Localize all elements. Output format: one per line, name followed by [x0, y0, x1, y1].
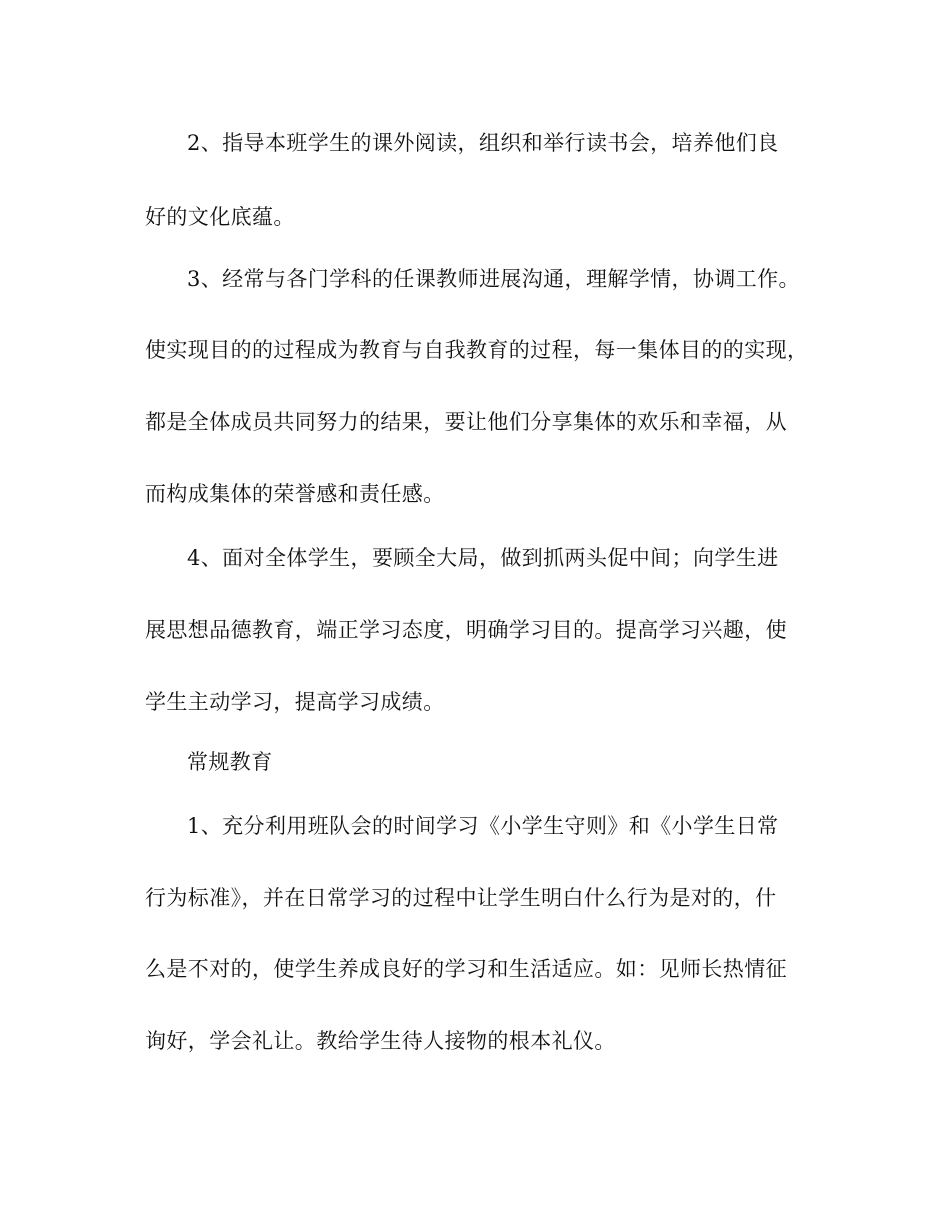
paragraph-2-line-2: 好的文化底蕴。	[145, 205, 295, 229]
section-heading: 常规教育	[187, 750, 273, 774]
paragraph-3-line-4: 而构成集体的荣誉感和责任感。	[145, 482, 445, 506]
paragraph-2-line-1: 2、指导本班学生的课外阅读，组织和举行读书会，培养他们良	[187, 131, 779, 155]
paragraph-5-line-3: 么是不对的，使学生养成良好的学习和生活适应。如：见师长热情征	[145, 957, 787, 981]
paragraph-5-line-4: 询好，学会礼让。教给学生待人接物的根本礼仪。	[145, 1029, 616, 1053]
paragraph-3-line-2: 使实现目的的过程成为教育与自我教育的过程，每一集体目的的实现，	[145, 338, 809, 362]
paragraph-4-line-3: 学生主动学习，提高学习成绩。	[145, 690, 445, 714]
paragraph-4-line-1: 4、面对全体学生，要顾全大局，做到抓两头促中间；向学生进	[187, 546, 779, 570]
paragraph-5-line-1: 1、充分利用班队会的时间学习《小学生守则》和《小学生日常	[187, 814, 779, 838]
paragraph-3-line-3: 都是全体成员共同努力的结果，要让他们分享集体的欢乐和幸福，从	[145, 410, 787, 434]
paragraph-3-line-1: 3、经常与各门学科的任课教师进展沟通，理解学情，协调工作。	[187, 267, 800, 291]
paragraph-5-line-2: 行为标准》，并在日常学习的过程中让学生明白什么行为是对的，什	[145, 886, 777, 910]
paragraph-4-line-2: 展思想品德教育，端正学习态度，明确学习目的。提高学习兴趣，使	[145, 618, 787, 642]
